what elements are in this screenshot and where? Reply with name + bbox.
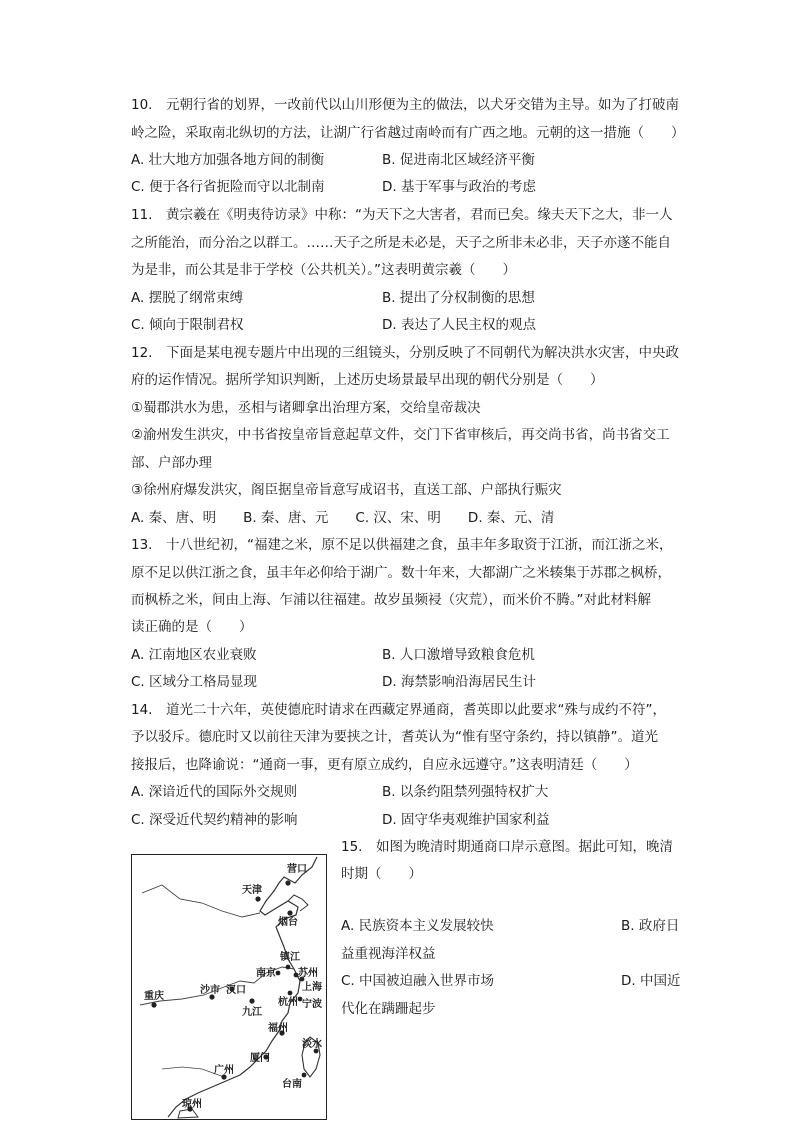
q10-stem-line2: 岭之险，采取南北纵切的方法，让湖广行省越过南岭而有广西之地。元朝的这一措施（ ） [131, 125, 685, 141]
city-dot-zhenjiang [286, 965, 291, 970]
city-dot-yantai [287, 910, 292, 915]
city-label-hankou: 汉口 [226, 985, 246, 996]
q10-stem-line1: 10. 元朝行省的划界，一改前代以山川形便为主的做法，以犬牙交错为主导。如为了打破南 [131, 97, 679, 113]
city-label-ningbo: 宁波 [302, 999, 322, 1010]
city-label-zhenjiang: 镇江 [280, 952, 300, 963]
q13-option-b: B. 人口激增导致粮食危机 [382, 647, 535, 663]
city-label-danshui: 淡水 [302, 1039, 322, 1050]
q12-scene-1: ①蜀郡洪水为患，丞相与诸卿拿出治理方案，交给皇帝裁决 [131, 400, 481, 416]
q13-option-d: D. 海禁影响沿海居民生计 [382, 674, 536, 690]
city-label-xiamen: 厦门 [250, 1053, 270, 1064]
q14-stem-line2: 予以驳斥。德庇时又以前往天津为要挟之计，耆英认为“惟有坚守条约，持以镇静”。道光 [131, 729, 658, 745]
city-dot-nanjing [276, 971, 281, 976]
city-label-tianjin: 天津 [242, 885, 262, 896]
city-label-jiujiang: 九江 [242, 1007, 262, 1018]
q14-option-b: B. 以条约阻禁列强特权扩大 [382, 784, 549, 800]
city-label-shanghai: 上海 [302, 982, 322, 993]
city-dot-chongqing [151, 1002, 156, 1007]
city-dot-tainan [302, 1073, 307, 1078]
q15-option-b-part2: 益重视海洋权益 [341, 946, 436, 962]
city-label-hangzhou: 杭州 [278, 997, 298, 1008]
city-label-yingkou: 营口 [287, 864, 307, 875]
q12-scene-2-line2: 部、户部办理 [131, 455, 212, 471]
q14-stem-line1: 14. 道光二十六年，英使德庇时请求在西藏定界通商，耆英即以此要求“殊与成约不符”， [131, 702, 666, 718]
city-label-qiongzhou: 琼州 [182, 1099, 202, 1110]
q14-stem-line3: 接报后，也降谕说：“通商一事，更有原立成约，自应永远遵守。”这表明清廷（ ） [131, 757, 638, 773]
city-label-shashi: 沙市 [200, 985, 220, 996]
q15-option-a: A. 民族资本主义发展较快 [341, 918, 494, 934]
q13-stem-line3: 而枫桥之米，间由上海、乍浦以往福建。故岁虽频祲（灾荒），而米价不腾。”对此材料解 [131, 592, 651, 608]
q13-stem-line1: 13. 十八世纪初，“福建之米，原不足以供福建之食，虽丰年多取资于江浙，而江浙之米， [131, 537, 673, 553]
q11-stem-line1: 11. 黄宗羲在《明夷待访录》中称：“为天下之大害者，君而已矣。缘夫天下之大，非一人 [131, 207, 673, 223]
q13-stem-line2: 原不足以供江浙之食，虽丰年必仰给于湖广。数十年来，大都湖广之米辏集于苏郡之枫桥， [131, 565, 671, 581]
city-dot-tianjin [255, 896, 260, 901]
q11-stem-line3: 为是非，而公其是非于学校（公共机关）。”这表明黄宗羲（ ） [131, 262, 516, 278]
city-dot-yingkou [285, 880, 290, 885]
map-drawing [132, 855, 326, 1119]
q12-stem-line2: 府的运作情况。据所学知识判断，上述历史场景最早出现的朝代分别是（ ） [131, 372, 604, 388]
q11-option-c: C. 倾向于限制君权 [131, 317, 244, 333]
q13-option-c: C. 区域分工格局显现 [131, 674, 258, 690]
q11-stem-line2: 之所能治，而分治之以群工。……天子之所是未必是，天子之所非未必非，天子亦遂不能自 [131, 235, 671, 251]
city-dot-hangzhou [288, 991, 293, 996]
q10-option-c: C. 便于各行省扼险而守以北制南 [131, 179, 325, 195]
q13-option-a: A. 江南地区农业衰败 [131, 647, 257, 663]
q15-stem-line2: 时期（ ） [341, 866, 422, 882]
q15-option-b-part1: B. 政府日 [621, 918, 680, 934]
q10-option-d: D. 基于军事与政治的考虑 [382, 179, 536, 195]
city-dot-jiujiang [249, 998, 254, 1003]
q14-option-a: A. 深谙近代的国际外交规则 [131, 784, 298, 800]
q13-stem-line4: 读正确的是（ ） [131, 619, 253, 635]
q11-option-b: B. 提出了分权制衡的思想 [382, 290, 535, 306]
q15-stem-line1: 15. 如图为晚清时期通商口岸示意图。据此可知，晚清 [341, 839, 673, 855]
city-label-chongqing: 重庆 [144, 991, 164, 1002]
q12-scene-3: ③徐州府爆发洪灾，阁臣据皇帝旨意写成诏书，直送工部、户部执行赈灾 [131, 482, 562, 498]
city-label-tainan: 台南 [282, 1079, 302, 1090]
q14-option-c: C. 深受近代契约精神的影响 [131, 812, 298, 828]
city-label-fuzhou: 福州 [268, 1023, 288, 1034]
q10-option-b: B. 促进南北区域经济平衡 [382, 152, 535, 168]
q14-option-d: D. 固守华夷观维护国家利益 [382, 812, 550, 828]
q12-options: A. 秦、唐、明 B. 秦、唐、元 C. 汉、宋、明 D. 秦、元、清 [131, 510, 555, 526]
q15-option-d-part1: D. 中国近 [621, 973, 681, 989]
city-label-yantai: 烟台 [278, 917, 298, 928]
q11-option-a: A. 摆脱了纲常束缚 [131, 290, 244, 306]
q11-option-d: D. 表达了人民主权的观点 [382, 317, 536, 333]
q15-option-c: C. 中国被迫融入世界市场 [341, 973, 495, 989]
city-label-guangzhou: 广州 [214, 1065, 234, 1076]
q15-option-d-part2: 代化在蹒跚起步 [341, 1001, 436, 1017]
city-label-suzhou: 苏州 [298, 968, 318, 979]
city-label-nanjing: 南京 [256, 968, 276, 979]
treaty-ports-map [131, 854, 327, 1120]
q12-scene-2-line1: ②渝州发生洪灾，中书省按皇帝旨意起草文件，交门下省审核后，再交尚书省，尚书省交工 [131, 427, 670, 443]
q12-stem-line1: 12. 下面是某电视专题片中出现的三组镜头，分别反映了不同朝代为解决洪水灾害，中央政 [131, 345, 679, 361]
q10-option-a: A. 壮大地方加强各地方间的制衡 [131, 152, 325, 168]
